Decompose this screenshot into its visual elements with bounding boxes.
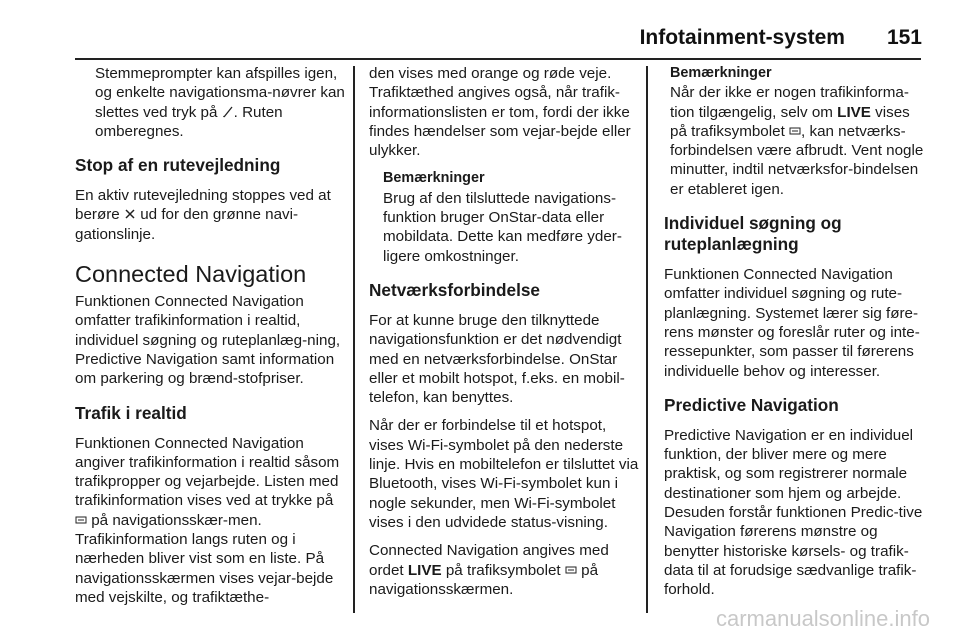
paragraph: Når der er forbindelse til et hotspot, vises Wi-Fi-symbolet på den nederste linje. Hvis en mobiltelefon er tilsluttet via Bluetooth, vises Wi-Fi-symbolet kun i nogle sekunder, men Wi-Fi-symbolet vises i den udvidede status-visning. [369,417,639,531]
column-2 [369,64,641,608]
live-label: LIVE [407,561,442,579]
note-title: Bemærkninger [383,170,485,187]
column-1 [75,64,347,616]
section-heading: Individuel søgning og ruteplanlægning [664,213,842,255]
section-heading: Trafik i realtid [75,402,187,423]
note-box [369,169,641,265]
header-title: Infotainment-system [639,26,845,49]
page-number: 151 [886,26,922,49]
header-rule [75,58,921,60]
traffic-icon [75,514,87,526]
column-divider-2 [646,66,648,613]
paragraph: For at kunne bruge den tilknyttede navigationsfunktion er det nødvendigt med en netværksforbindelse. OnStar eller et mobilt hotspot, f.eks. en mobil-telefon, kan benyttes. [369,311,625,407]
column-3 [664,64,926,609]
paragraph: Funktionen Connected Navigation omfatter trafikinformation i realtid, individuel søgning og ruteplanlæg-ning, Predictive Navigation samt information om parkering og brænd-stofpriser. [75,293,341,388]
section-heading: Predictive Navigation [664,394,839,415]
column-divider-1 [353,66,355,613]
watermark: carmanualsonline.info [715,606,930,631]
paragraph: den vises med orange og røde veje. Trafiktæthed angives også, når trafik-informationslisten er tom, fordi der ikke findes hændelser som vejar-bejde eller ulykker. [369,65,631,160]
paragraph: Connected Navigation angives med ordet LIVE på trafiksymbolet på navigationsskærmen. [369,542,609,598]
paragraph: Funktionen Connected Navigation omfatter individuel søgning og rute-planlægning. Systemet lærer sig føre-rens mønster og foreslår ruter og inte-ressepunkter, som passer til førerens individuelle behov og interesser. [664,266,920,380]
paragraph: Funktionen Connected Navigation angiver trafikinformation i realtid såsom trafikpropper og vejarbejde. Listen med trafikinformation vises ved at trykke på på navigationsskær-men. Trafikinformation langs ruten og i nærheden bliver vist som en liste. På navigationsskærmen vises vejar-bejde med vejskilte, og trafiktæthe- [75,434,340,606]
note-title: Bemærkninger [670,65,772,81]
traffic-icon [789,125,801,137]
note-box: Bemærkninger Når der ikke er nogen trafikinforma-tion tilgængelig, selv om LIVE vises på trafiksymbolet , kan netværks-forbindelsen være afbrudt. Vent nogle minutter, indtil netværksfor-bindelsen er etableret igen. [664,64,926,199]
page-header [640,26,922,50]
pencil-icon [222,106,234,118]
paragraph: En aktiv rutevejledning stoppes ved at berøre ud for den grønne navi-gationslinje. [75,187,331,243]
traffic-icon [565,564,577,576]
paragraph: Stemmeprompter kan afspilles igen, og enkelte navigationsma-nøvrer kan slettes ved tryk på . Ruten omberegnes. [95,65,345,140]
section-heading: Netværksforbindelse [369,279,540,300]
live-label: LIVE [837,103,871,121]
note-text: Brug af den tilsluttede navigations-funktion bruger OnStar-data eller mobildata. Dette kan medføre yder-ligere omkostninger. [383,189,622,265]
section-heading: Stop af en rutevejledning [75,155,281,176]
close-x-icon [124,208,136,220]
paragraph: Predictive Navigation er en individuel funktion, der bliver mere og mere praktisk, og som registrerer normale destinationer som hjem og arbejde. Desuden forstår funktionen Predic-tive Navigation førerens mønstre og benytter historiske kørsels- og trafik-data til at forudsige sædvanlige trafik-forhold. [664,426,923,599]
chapter-heading: Connected Navigation [75,261,307,288]
